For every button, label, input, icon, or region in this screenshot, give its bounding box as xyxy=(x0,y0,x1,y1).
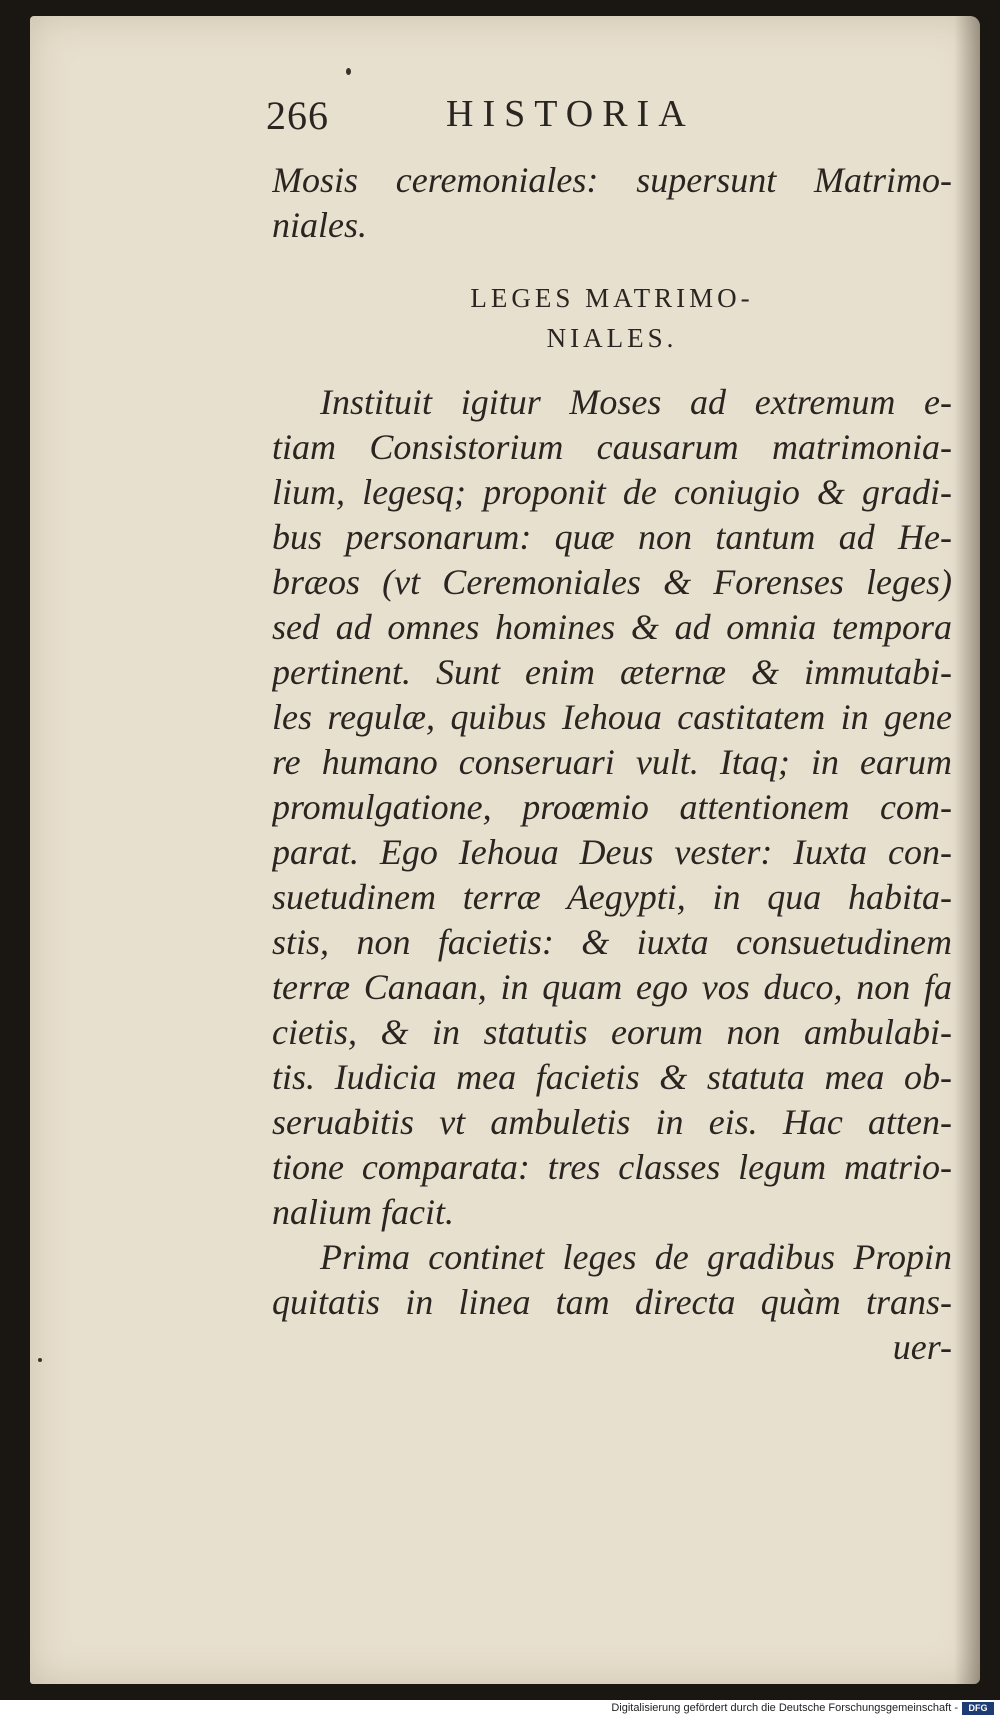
dfg-logo-icon: DFG xyxy=(962,1702,994,1715)
text-line: sed ad omnes homines & ad omnia tempora xyxy=(272,607,952,647)
ink-speck xyxy=(346,68,351,75)
text-block xyxy=(272,158,952,1370)
section-heading: LEGES MATRIMO- xyxy=(470,283,754,313)
page-number: 266 xyxy=(266,93,329,138)
text-line: tiam Consistorium causarum matrimonia- xyxy=(272,427,952,467)
text-line: les regulæ, quibus Iehoua castitatem in gene xyxy=(272,697,952,737)
running-head xyxy=(266,92,786,148)
text-line: niales. xyxy=(272,205,367,245)
catchword: uer- xyxy=(892,1327,952,1367)
text-line: bus personarum: quæ non tantum ad He- xyxy=(272,517,952,557)
text-line: bræos (vt Ceremoniales & Forenses leges) xyxy=(272,562,952,602)
text-line: cietis, & in statutis eorum non ambulabi- xyxy=(272,1012,952,1052)
text-line: nalium facit. xyxy=(272,1192,454,1232)
text-line: parat. Ego Iehoua Deus vester: Iuxta con- xyxy=(272,832,952,872)
text-line: tis. Iudicia mea facietis & statuta mea ob- xyxy=(272,1057,952,1097)
text-line: promulgatione, proœmio attentionem com- xyxy=(272,787,952,827)
text-line: pertinent. Sunt enim æternæ & immutabi- xyxy=(272,652,952,692)
ink-speck xyxy=(38,1358,42,1362)
text-line: Mosis ceremoniales: supersunt Matrimo- xyxy=(272,160,952,200)
text-line: terræ Canaan, in quam ego vos duco, non fa xyxy=(272,967,952,1007)
text-line: Instituit igitur Moses ad extremum e- xyxy=(320,382,952,422)
text-line: tione comparata: tres classes legum matrio- xyxy=(272,1147,952,1187)
footer-credit: Digitalisierung gefördert durch die Deutsche Forschungsgemeinschaft - xyxy=(611,1702,958,1714)
spine-shadow xyxy=(954,16,980,1684)
running-title: HISTORIA xyxy=(446,93,695,135)
text-line: suetudinem terræ Aegypti, in qua habita- xyxy=(272,877,952,917)
text-line: lium, legesq; proponit de coniugio & gradi- xyxy=(272,472,952,512)
text-line: stis, non facietis: & iuxta consuetudinem xyxy=(272,922,952,962)
text-line: Prima continet leges de gradibus Propin xyxy=(320,1237,952,1277)
text-line: seruabitis vt ambuletis in eis. Hac atten- xyxy=(272,1102,952,1142)
text-line: re humano conseruari vult. Itaq; in earum xyxy=(272,742,952,782)
section-heading: NIALES. xyxy=(546,323,678,353)
text-line: quitatis in linea tam directa quàm trans- xyxy=(272,1282,952,1322)
